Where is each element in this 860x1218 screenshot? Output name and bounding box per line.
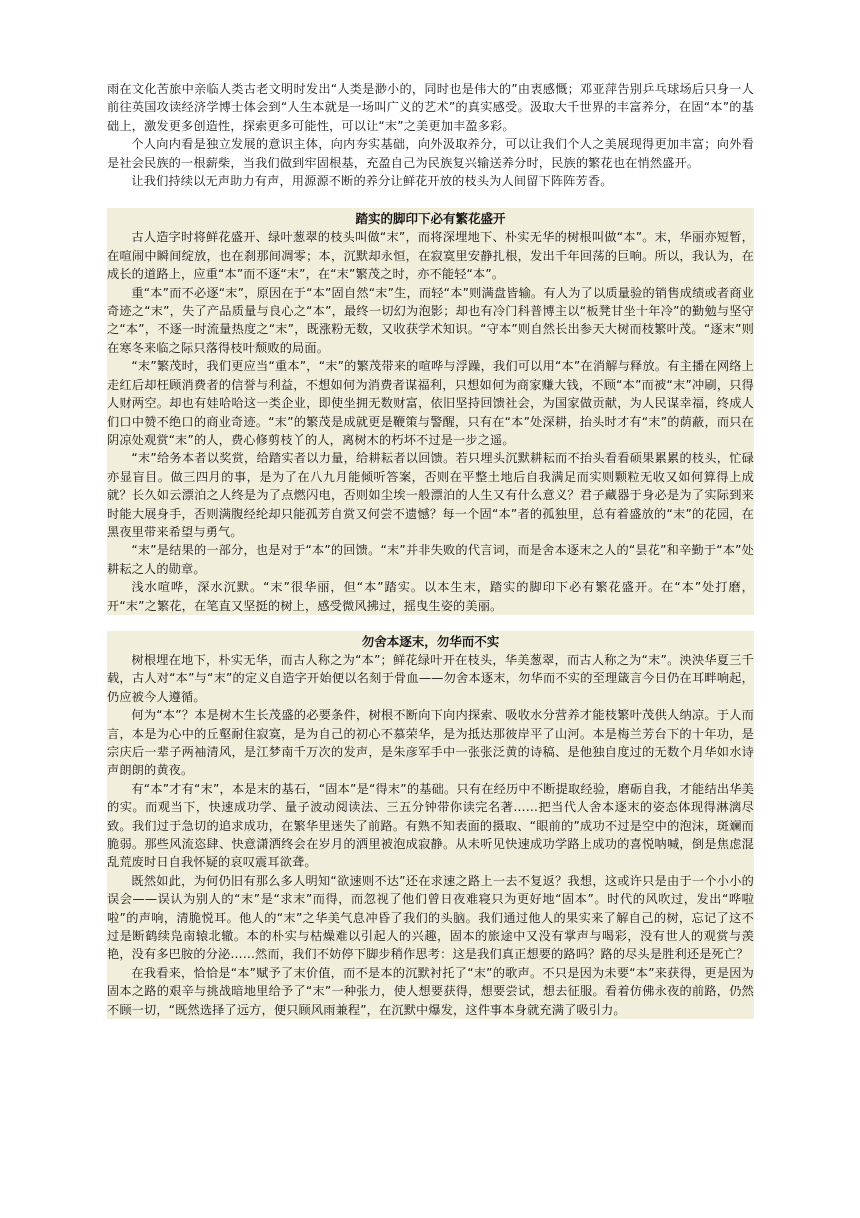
document-page — [107, 80, 754, 1019]
essay-paragraph: 重“本”而不必逐“末”，原因在于“本”固自然“末”生，而轻“本”则满盘皆输。有人为了以质量验的销售成绩或者商业奇迹之“末”，失了产品质量与良心之“本”，最终一切幻为泡影；却也有冷门科普博主以“板凳甘坐十年冷”的勤勉与坚守之“本”，不逐一时流量热度之“末”，既涨粉无数，又收获学术知识。“守本”则自然长出参天大树而枝繁叶茂。“逐末”则在寒冬来临之际只落得枝叶颓败的局面。 — [107, 285, 754, 355]
essay-paragraph: 何为“本”？本是树木生长茂盛的必要条件，树根不断向下向内探索、吸收水分营养才能枝繁叶茂供人纳凉。于人而言，本是为心中的丘壑耐住寂寞，是为自己的初心不慕荣华，是为抵达那彼岸平了山河。本是梅兰芳台下的十年功，是宗庆后一辈子两袖清风，是江梦南千万次的发声，是朱彦军手中一张张泛黄的诗稿、是他独自度过的无数个月华如水诗声朗朗的黄夜。 — [107, 708, 754, 778]
essay-paragraph: 树根埋在地下，朴实无华，而古人称之为“本”；鲜花绿叶开在枝头，华美葱翠，而古人称之为“末”。泱泱华夏三千载，古人对“本”与“末”的定义自造字开始便以名刻于骨血——勿舍本逐末，勿华而不实的至理箴言今日仍在耳畔响起，仍应被今人遵循。 — [107, 652, 754, 704]
essay-paragraph: “末”繁茂时，我们更应当“重本”，“末”的繁茂带来的喧哗与浮躁，我们可以用“本”在消解与释放。有主播在网络上走红后却枉顾消费者的信誉与利益，不想如何为消费者谋福利，只想如何为商家赚大钱，不顾“本”而被“末”冲刷，只得人财两空。却也有娃哈哈这一类企业，即使坐拥无数财富，依旧坚持回馈社会，为国家做贡献，为人民谋幸福，终成人们口中赞不绝口的商业奇迹。“末”的繁茂是成就更是鞭策与警醒，只有在“本”处深耕，抬头时才有“末”的荫蔽，而只在阴凉处观赏“末”的人，费心修剪枝丫的人，离树木的朽坏不过是一步之遥。 — [107, 359, 754, 447]
intro-section — [107, 80, 754, 190]
essay-paragraph: “末”给务本者以奖赏，给踏实者以力量，给耕耘者以回馈。若只埋头沉默耕耘而不抬头看看硕果累累的枝头，忙碌亦显盲目。做三四月的事，是为了在八九月能倾听答案，否则在平整土地后自我满足而实则颗粒无收又如何算得上成就？长久如云漂泊之人终是为了点燃闪电，否则如尘埃一般漂泊的人生又有什么意义？君子藏器于身必是为了实际到来时能大展身手，否则满腹经纶却只能孤芳自赏又何尝不遗憾？每一个固“本”者的孤独里，总有着盛放的“末”的花园，在黑夜里带来希望与勇气。 — [107, 451, 754, 539]
essay-paragraph: 有“本”才有“末”，本是末的基石，“固本”是“得末”的基础。只有在经历中不断提取经验，磨砺自我，才能结出华美的实。而观当下，快速成功学、量子波动阅读法、三五分钟带你读完名著……把当代人舍本逐末的姿态体现得淋漓尽致。我们过于急切的追求成功，在繁华里迷失了前路。有熟不知表面的摄取、“眼前的”成功不过是空中的泡沫，斑斓而脆弱。那些风流恣肆、快意潇洒终会在岁月的洒里被泡成寂静。从未听见快速成功学路上成功的喜悦呐喊，倒是焦虑混乱荒废时日自我怀疑的哀叹震耳欲聋。 — [107, 781, 754, 870]
essay-paragraph: “末”是结果的一部分，也是对于“本”的回馈。“末”并非失败的代言词，而是舍本逐末之人的“昙花”和辛勤于“本”处耕耘之人的勋章。 — [107, 543, 754, 576]
essay-section-1 — [107, 208, 754, 615]
essay-title: 踏实的脚印下必有繁花盛开 — [355, 211, 506, 227]
essay-paragraph: 在我看来，恰恰是“本”赋予了末价值，而不是本的沉默衬托了“末”的歌声。不只是因为未要“本”来获得，更是因为固本之路的艰辛与挑战暗地里给予了“末”一种张力，使人想要获得，想要尝试，想去征服。看着仿佛永夜的前路，仍然不顾一切，“既然选择了远方，便只顾风雨兼程”，在沉默中爆发，这件事本身就充满了吸引力。 — [107, 965, 754, 1017]
essay-paragraph: 既然如此，为何仍旧有那么多人明知“欲速则不达”还在求速之路上一去不复返？我想，这或许只是由于一个小小的误会——误认为别人的“末”是“求末”而得，而忽视了他们曾日夜难寝只为更好地“固本”。时代的风吹过，发出“哗啦啦”的声响，清脆悦耳。他人的“末”之华美气息冲昏了我们的头脑。我们通过他人的果实来了解自己的树，忘记了这不过是断鹤续凫南辕北辙。本的朴实与枯燥难以引起人的兴趣，固本的旅途中又没有掌声与喝彩，没有世人的观赏与羡艳，没有多巴胺的分泌……然而，我们不妨停下脚步稍作思考：这是我们真正想要的路吗？路的尽头是胜利还是死亡？ — [107, 873, 754, 962]
essay-section-2 — [107, 631, 754, 1019]
intro-paragraph: 让我们持续以无声助力有声，用源源不断的养分让鲜花开放的枝头为人间留下阵阵芳香。 — [131, 174, 613, 189]
intro-paragraph: 雨在文化苦旅中亲临人类古老文明时发出“人类是渺小的，同时也是伟大的”由衷感慨；邓亚萍告别乒乓球场后只身一人前往英国攻读经济学博士体会到“人生本就是一场叫广义的艺术”的真实感受。汲取大千世界的丰富养分，在固“本”的基础上，激发更多创造性，探索更多可能性，可以让“末”之美更加丰盈多彩。 — [107, 82, 754, 133]
intro-paragraph: 个人向内看是独立发展的意识主体，向内夯实基础，向外汲取养分，可以让我们个人之美展现得更加丰富；向外看是社会民族的一根薪柴，当我们做到牢固根基，充盈自己为民族复兴输送养分时，民族的繁花也在悄然盛开。 — [107, 137, 754, 170]
essay-paragraph: 古人造字时将鲜花盛开、绿叶葱翠的枝头叫做“末”，而将深埋地下、朴实无华的树根叫做“本”。末，华丽亦短暂，在喧闹中瞬间绽放，也在刹那间凋零；本，沉默却永恒，在寂寞里安静扎根，发出千年回荡的巨响。所以，我认为，在成长的道路上，应重“本”而不逐“末”，在“末”繁茂之时，亦不能轻“本”。 — [107, 230, 754, 282]
essay-paragraph: 浅水喧哗，深水沉默。“末”很华丽，但“本”踏实。以本生末，踏实的脚印下必有繁花盛开。在“本”处打磨，开“末”之繁花，在笔直又坚挺的树上，感受微风拂过，摇曳生姿的美丽。 — [107, 580, 754, 613]
essay-title: 勿舍本逐末，勿华而不实 — [361, 633, 500, 649]
